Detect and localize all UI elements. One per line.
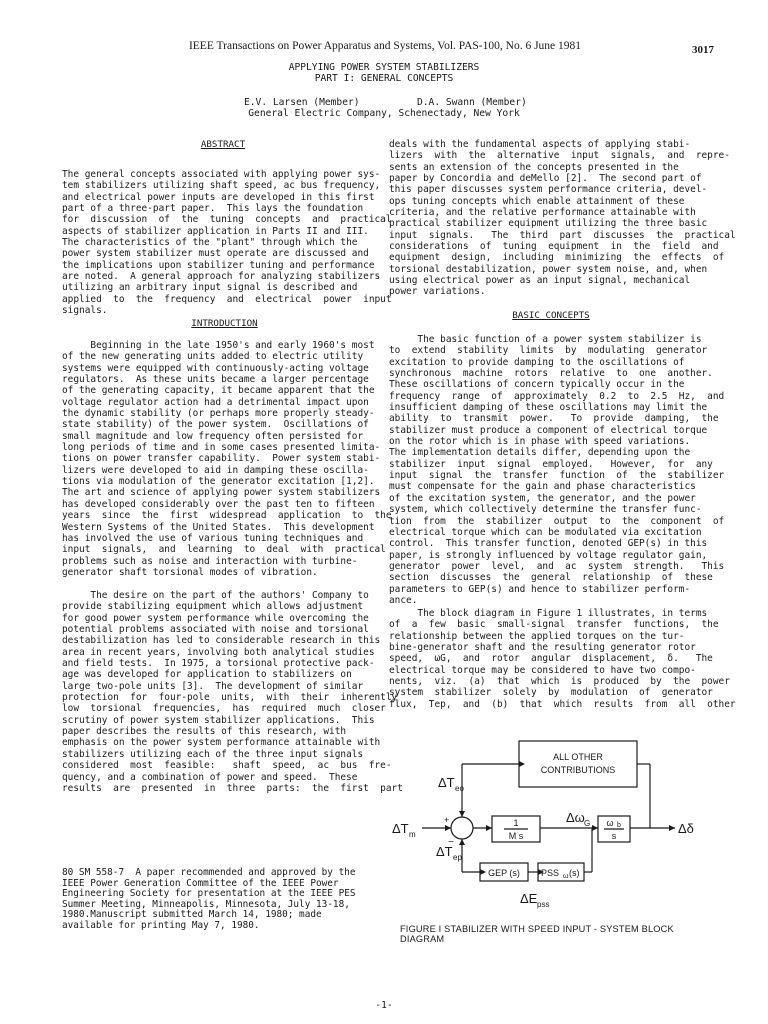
wb-denominator: s [611, 831, 617, 841]
all-other-label-2: CONTRIBUTIONS [540, 765, 616, 775]
affiliation: General Electric Company, Schenectady, New York [248, 108, 520, 119]
basic-concepts-paragraph-2: The block diagram in Figure 1 illustrates, in terms of a few basic small-signal transfer functions, the relationship between the applied torques on the tur- bine-generator shaft and the resulting generator rotor speed, ωG, and rotor angular displacement, δ. The electrical torque may be considered to have two compo- nents, viz. (a) that which is produced by the power system stabilizer solely by modulation of generator flux, Tep, and (b) that which results from all other [389, 608, 736, 710]
author-swann: D.A. Swann (Member) [417, 97, 527, 108]
delta-epss-subscript: pss [537, 900, 550, 909]
delta-teo-label: ΔT [438, 775, 455, 790]
delta-delta-label: Δδ [678, 821, 694, 836]
page-number: 3017 [692, 44, 714, 56]
wb-subscript: b [617, 822, 621, 829]
pss-subscript: ω [563, 873, 569, 880]
all-other-contributions-block [519, 741, 637, 787]
abstract-text: The general concepts associated with applying power sys- tem stabilizers utilizing shaft speed, ac bus frequency, and electrical power inputs are developed in this first part of a three-part paper. This lays the foundation for discussion of the tuning concepts and practical aspects of stabilizer application in Parts II and III. The characteristics of the "plant" through which the power system stabilizer must operate are discussed and the implications upon stabilizer tuning and performance are noted. A general approach for analyzing stabilizers utilizing an arbitrary input signal is described and applied to the frequency and electrical power input signals. [62, 169, 392, 317]
journal-header: IEEE Transactions on Power Apparatus and Systems, Vol. PAS-100, No. 6 June 1981 [188, 40, 582, 52]
inertia-numerator: 1 [513, 818, 519, 828]
gep-label: GEP (s) [488, 868, 520, 878]
author-larsen: E.V. Larsen (Member) [244, 97, 360, 108]
all-other-label-1: ALL OTHER [553, 752, 603, 762]
footer-page-label: -1- [375, 1000, 393, 1011]
delta-wg-subscript: G [584, 819, 591, 828]
introduction-heading: INTRODUCTION [191, 318, 258, 329]
basic-concepts-paragraph-1: The basic function of a power system stabilizer is to extend stability limits by modulating generator excitation to provide damping to the oscillations of synchronous machine rotors relative to one another. These oscillations of concern typically occur in the frequency range of approximately 0.2 to 2.5 Hz, and insufficient damping of these oscillations may limit the ability to transmit power. To provide damping, the stabilizer must produce a component of electrical torque on the rotor which is in phase with speed variations. The implementation details differ, depending upon the stabilizer input signal employed. However, for any input signal the transfer function of the stabilizer must compensate for the gain and phase characteristics of the excitation system, the generator, and the power system, which collectively determine the transfer func- tion from the stabilizer output to the component of electrical torque which can be modulated via excitation control. This transfer function, denoted GEP(s) in this paper, is strongly influenced by voltage regulator gain, generator power level, and ac system strength. This section discusses the general relationship of these parameters to GEP(s) and hence to stabilizer perform- ance. [389, 334, 725, 606]
delta-teo-subscript: eo [455, 784, 464, 793]
delta-tm-subscript: m [409, 830, 416, 839]
delta-tm-label: ΔT [392, 821, 409, 836]
manuscript-footnote: 80 SM 558-7 A paper recommended and approved by the IEEE Power Generation Committee of the IEEE Power Engineering Society for presentation at the IEEE PES Summer Meeting, Minneapolis, Minnesota, July 13-18, 1980.Manuscript submitted March 14, 1980; made available for printing May 7, 1980. [62, 867, 356, 931]
delta-epss-label: ΔE [520, 891, 538, 906]
introduction-paragraph-2: The desire on the part of the authors' Company to provide stabilizing equipment which allows adjustment for good power system performance while overcoming the potential problems associated with noise and torsional destabilization has led to considerable research in this area in recent years, involving both analytical studies and field tests. In 1975, a torsional protective pack- age was developed for application to stabilizers on large two-pole units [3]. The development of similar protection for four-pole units, with their inherently low torsional frequencies, has required much closer scrutiny of power system stabilizer applications. This paper describes the results of this research, with emphasis on the power system performance attainable with stabilizers utilizing each of the three input signals considered most feasible: shaft speed, ac bus fre- quency, and a combination of power and speed. These results are presented in three parts: the first part [62, 590, 403, 794]
summing-junction [451, 817, 473, 839]
wb-numerator: ω [606, 818, 614, 828]
delta-tep-subscript: ep [453, 853, 462, 862]
abstract-heading: ABSTRACT [200, 139, 246, 150]
pss-label: PSS [541, 868, 560, 878]
minus-sign: − [448, 837, 454, 848]
figure-1-block-diagram [380, 705, 720, 920]
figure-1-caption: FIGURE I STABILIZER WITH SPEED INPUT - SYSTEM BLOCK DIAGRAM [400, 924, 674, 944]
intro-continuation: deals with the fundamental aspects of applying stabi- lizers with the alternative input signals, and repre- sents an extension of the concepts presented in the paper by Concordia and deMello [2]. The second part of this paper discusses system performance criteria, devel- ops tuning concepts which enable attainment of these criteria, and the relative performance attainable with practical stabilizer equipment utilizing the three basic input signals. The third part discusses the practical considerations of tuning equipment in the field and equipment design, including minimizing the effects of torsional destabilization, power system noise, and, when using electrical power as an input signal, mechanical power variations. [389, 139, 736, 298]
plus-sign: + [444, 815, 450, 825]
paper-title-line1: APPLYING POWER SYSTEM STABILIZERS [288, 62, 480, 73]
delta-tep-label: ΔT [436, 844, 453, 859]
basic-concepts-heading: BASIC CONCEPTS [512, 310, 590, 321]
inertia-denominator: M s [508, 831, 524, 841]
introduction-paragraph-1: Beginning in the late 1950's and early 1960's most of the new generating units added to electric utility systems were equipped with continuously-acting voltage regulators. As these units became a larger percentage of the generating capacity, it became apparent that the voltage regulator action had a detrimental impact upon the dynamic stability (or perhaps more properly steady- state stability) of the power system. Oscillations of small magnitude and low frequency often persisted for long periods of time and in some cases presented limita- tions on power transfer capability. Power system stabi- lizers were developed to aid in damping these oscilla- tions via modulation of the generator excitation [1,2]. The art and science of applying power system stabilizers has developed considerably over the past ten to fifteen years since the first widespread application to the Western Systems of the United States. This development has involved the use of various tuning techniques and input signals, and learning to deal with practical problems such as noise and interaction with turbine- generator shaft torsional modes of vibration. [62, 340, 392, 578]
delta-wg-label: Δω [566, 810, 585, 825]
paper-title-line2: PART I: GENERAL CONCEPTS [314, 73, 454, 84]
pss-suffix: (s) [569, 868, 580, 878]
